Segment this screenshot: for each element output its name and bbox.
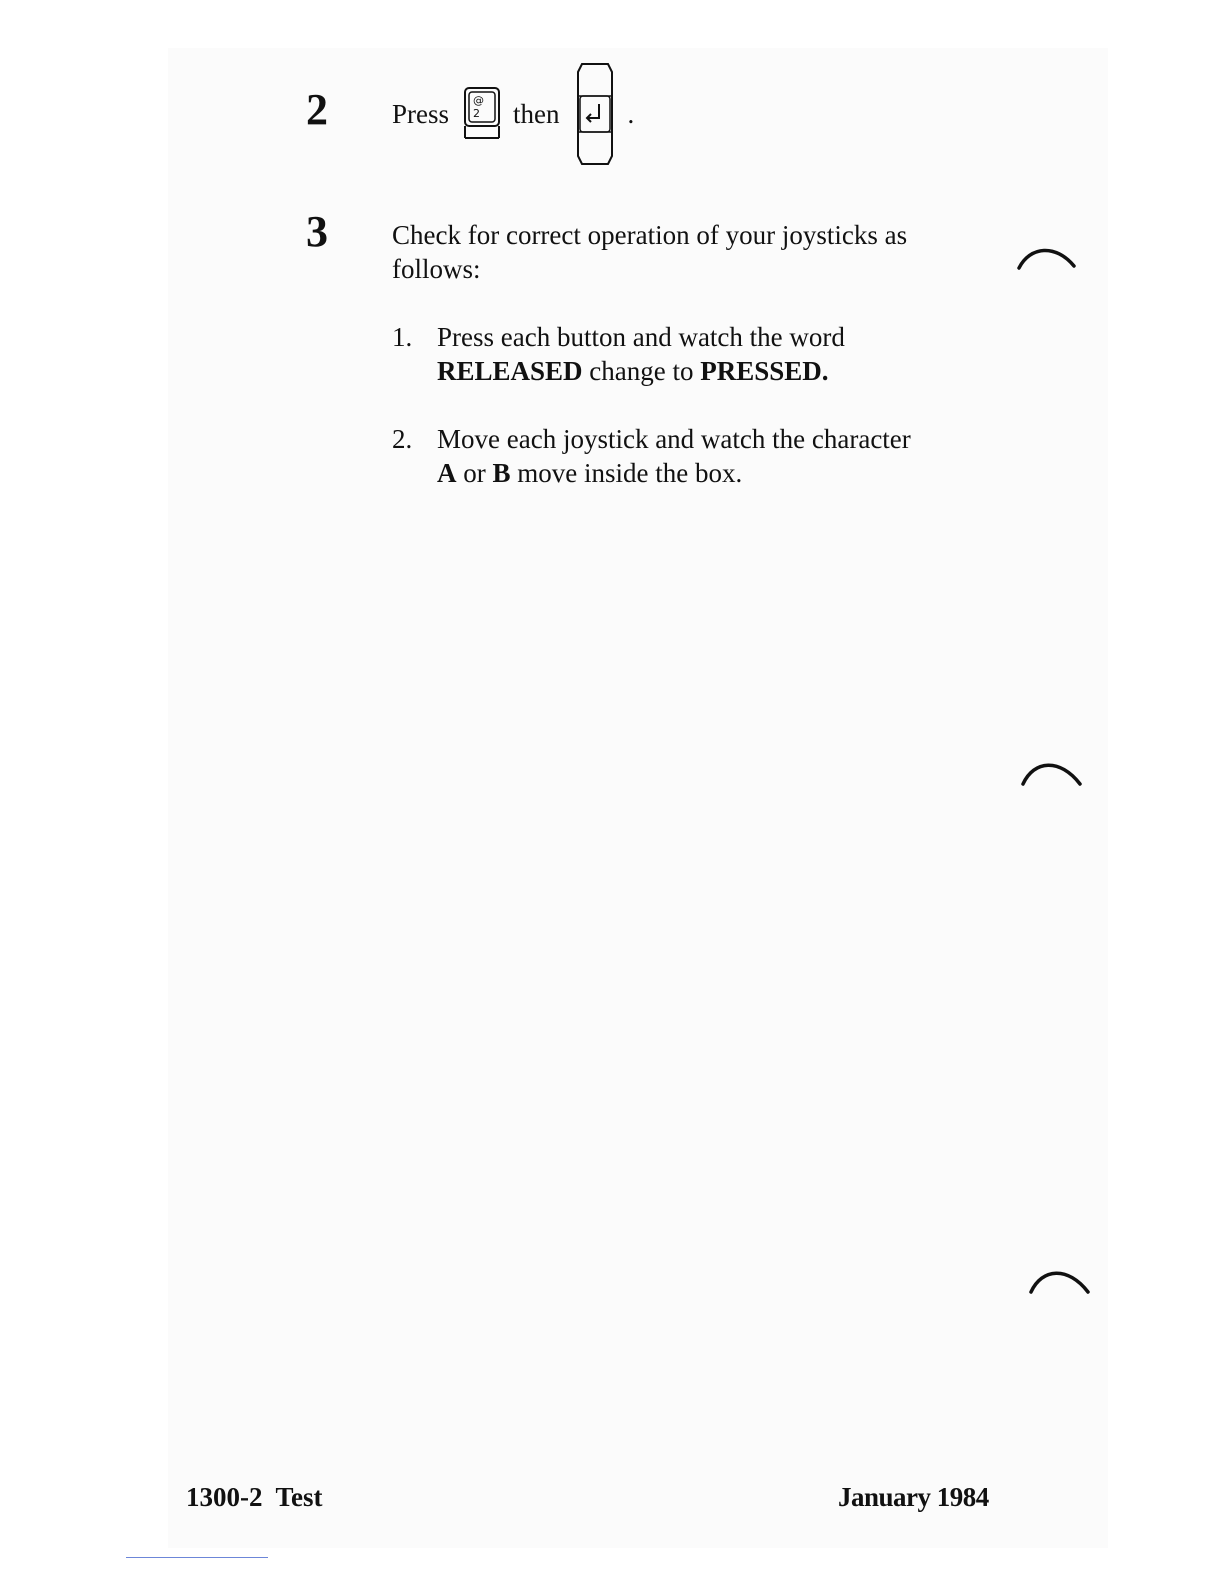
list-item-line-1: Move each joystick and watch the character — [437, 424, 911, 454]
or-text: or — [456, 458, 493, 488]
list-item-number: 1. — [392, 322, 413, 352]
binder-ring-icon — [1020, 756, 1084, 790]
item-2-end: move inside the box. — [510, 458, 743, 488]
item-1-end: . — [821, 356, 829, 386]
char-b: B — [492, 458, 511, 488]
then-word: then — [513, 98, 560, 129]
step-3-intro — [392, 218, 907, 286]
list-item-line-2 — [437, 456, 997, 490]
binder-ring-icon — [1016, 242, 1080, 276]
bottom-rule — [126, 1557, 268, 1558]
key-at-2-icon — [461, 86, 503, 142]
released-word: RELEASED — [437, 356, 583, 386]
step-2-instruction — [392, 60, 634, 168]
list-item-number: 2. — [392, 424, 413, 454]
footer-date: January 1984 — [838, 1482, 989, 1512]
char-a: A — [437, 458, 457, 488]
step-number-2: 2 — [306, 85, 328, 134]
pressed-word: PRESSED — [700, 356, 822, 386]
key-at-label: @ — [473, 94, 485, 107]
list-item-line-2 — [437, 354, 997, 388]
binder-ring-icon — [1028, 1264, 1092, 1298]
intro-line-1: Check for correct operation of your joysticks as — [392, 220, 908, 250]
key-2-label: 2 — [473, 107, 481, 120]
footer-section-label: 1300-2 Test — [186, 1482, 323, 1512]
end-period: . — [627, 98, 635, 129]
press-word: Press — [392, 98, 450, 129]
list-item-line-1: Press each button and watch the word — [437, 322, 845, 352]
enter-key-icon — [572, 62, 618, 166]
intro-line-2: follows: — [392, 254, 481, 284]
change-to-text: change to — [582, 356, 701, 386]
step-number-3: 3 — [306, 207, 328, 256]
